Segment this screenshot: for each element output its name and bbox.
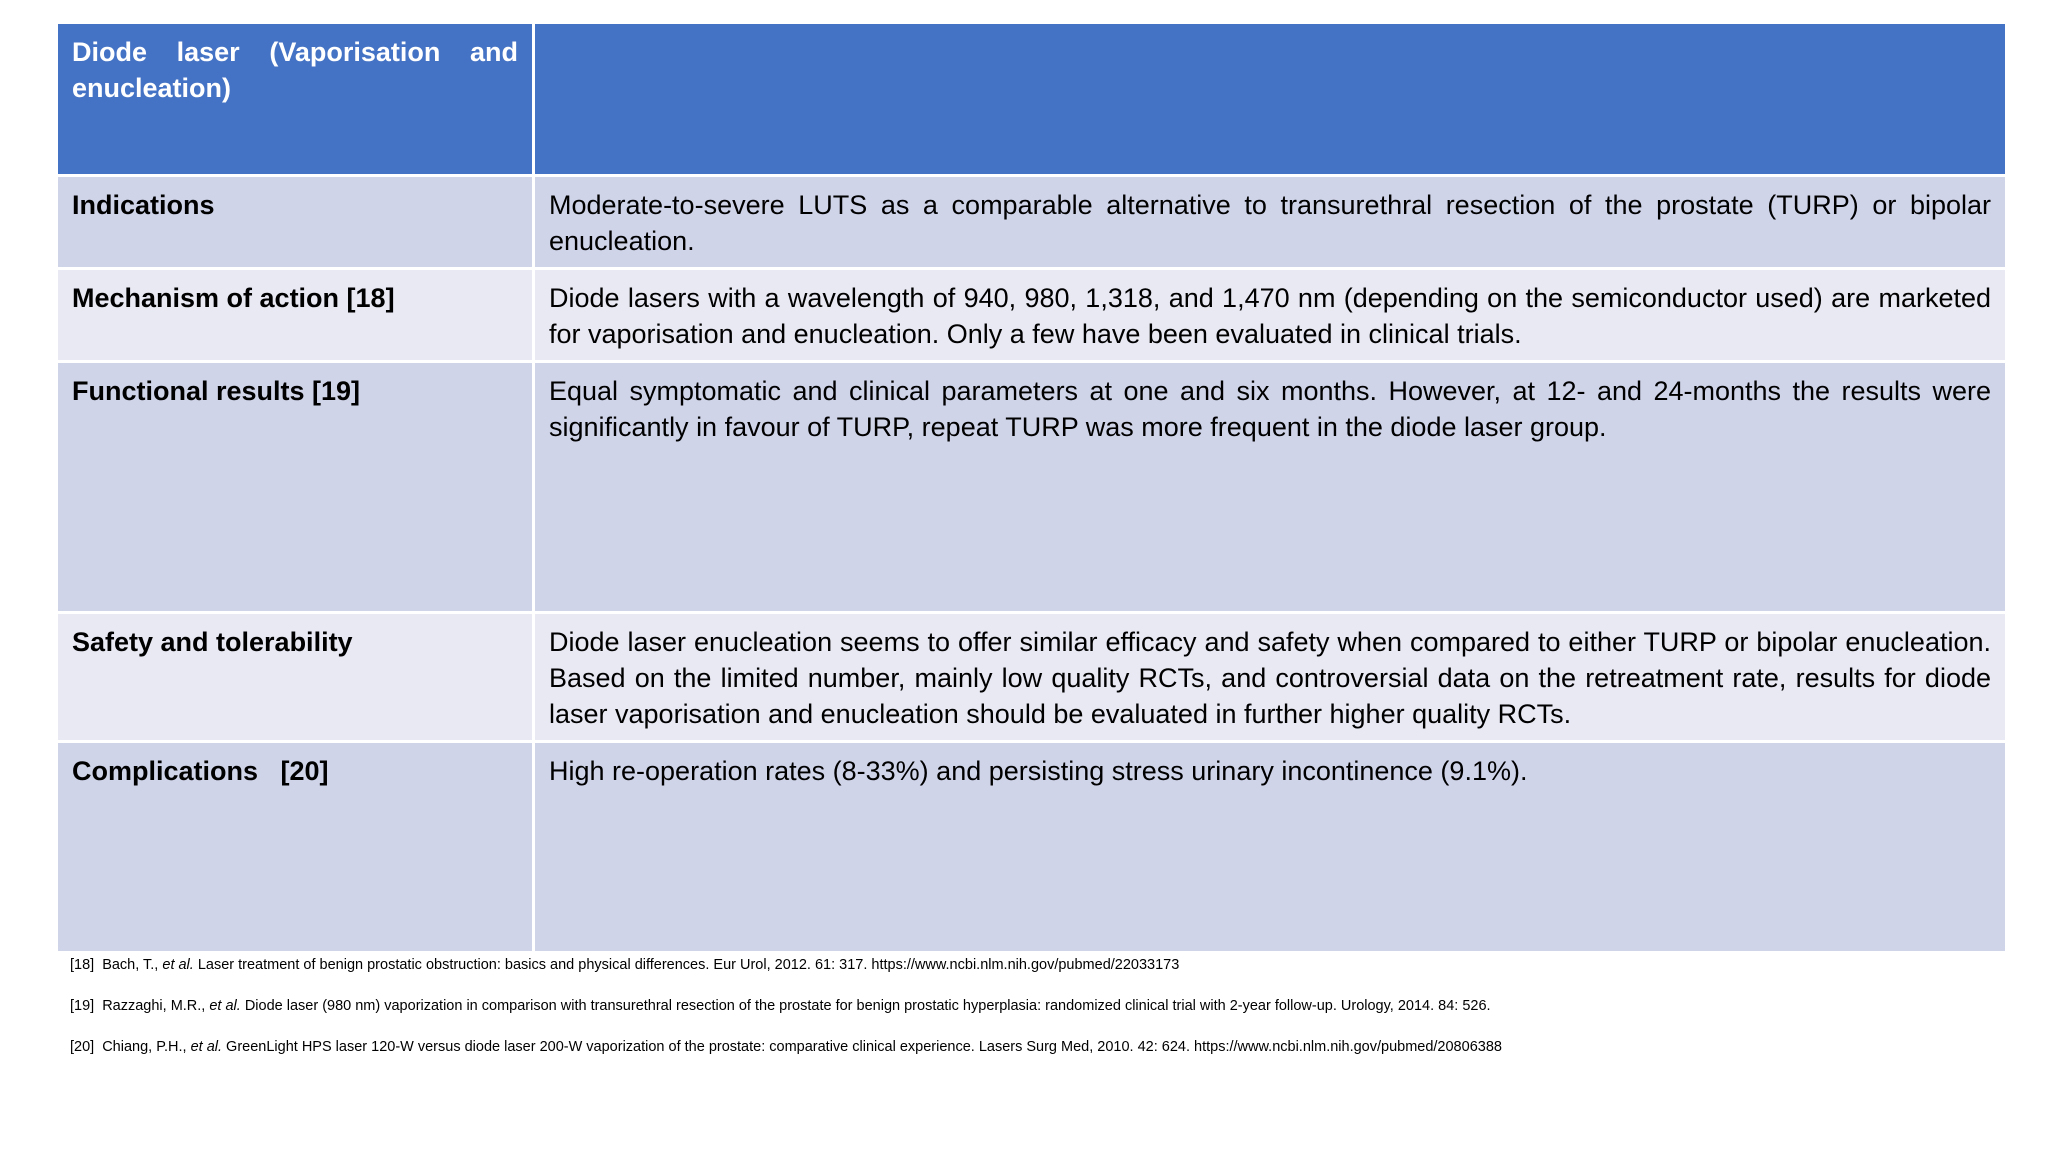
row-text: Equal symptomatic and clinical parameters at one and six months. However, at 12- and 24-months the results were significantly in favour of TURP, repeat TURP was more frequent in the diode laser group. xyxy=(534,362,2007,613)
table-row-mechanism xyxy=(57,269,2007,362)
row-label: Mechanism of action [18] xyxy=(57,269,534,362)
row-label: Indications xyxy=(57,176,534,269)
row-text: Diode laser enucleation seems to offer similar efficacy and safety when compared to either TURP or bipolar enucleation. Based on the limited number, mainly low quality RCTs, and controversial data on the retreatment rate, results for diode laser vaporisation and enucleation should be evaluated in further higher quality RCTs. xyxy=(534,613,2007,742)
reference-et-al: et al. xyxy=(162,957,194,973)
table-row-safety xyxy=(57,613,2007,742)
references xyxy=(70,955,2000,1078)
reference-et-al: et al. xyxy=(209,998,241,1014)
reference-text: GreenLight HPS laser 120-W versus diode laser 200-W vaporization of the prostate: comparative clinical experience. Lasers Surg Med, 2010. 42: 624. https://www.ncbi.nlm.nih.gov/pubmed/20806388 xyxy=(222,1039,1502,1055)
table-row-functional-results xyxy=(57,362,2007,613)
table-header-row xyxy=(57,23,2007,176)
reference-author: Bach, T., xyxy=(102,957,163,973)
reference-et-al: et al. xyxy=(190,1039,223,1055)
reference-number: [18] xyxy=(70,957,95,973)
table-header-value xyxy=(534,23,2007,176)
reference-19 xyxy=(70,996,2000,1016)
reference-text: Diode laser (980 nm) vaporization in comparison with transurethral resection of the prostate for benign prostatic hyperplasia: randomized clinical trial with 2-year follow-up. Urology, 2014. 84: 526. xyxy=(240,998,1491,1014)
table-header-title xyxy=(57,23,534,176)
row-text: Diode lasers with a wavelength of 940, 980, 1,318, and 1,470 nm (depending on the semiconductor used) are marketed for vaporisation and enucleation. Only a few have been evaluated in clinical trials. xyxy=(534,269,2007,362)
reference-number: [19] xyxy=(70,998,95,1014)
row-label: Functional results [19] xyxy=(57,362,534,613)
row-label: Safety and tolerability xyxy=(57,613,534,742)
table-row-complications xyxy=(57,742,2007,953)
reference-text: Laser treatment of benign prostatic obstruction: basics and physical differences. Eur Urol, 2012. 61: 317. https://www.ncbi.nlm.nih.gov/pubmed/22033173 xyxy=(193,957,1180,973)
reference-18 xyxy=(70,955,2000,975)
row-text: Moderate-to-severe LUTS as a comparable alternative to transurethral resection of the prostate (TURP) or bipolar enucleation. xyxy=(534,176,2007,269)
reference-20 xyxy=(70,1037,2000,1057)
header-title-text: Diode laser (Vaporisation and enucleation) xyxy=(72,37,518,103)
table-row-indications xyxy=(57,176,2007,269)
reference-number: [20] xyxy=(70,1039,95,1055)
row-text: High re-operation rates (8-33%) and persisting stress urinary incontinence (9.1%). xyxy=(534,742,2007,953)
reference-author: Razzaghi, M.R., xyxy=(102,998,210,1014)
reference-author: Chiang, P.H., xyxy=(102,1039,191,1055)
evidence-table xyxy=(55,21,2008,954)
row-label: Complications [20] xyxy=(57,742,534,953)
